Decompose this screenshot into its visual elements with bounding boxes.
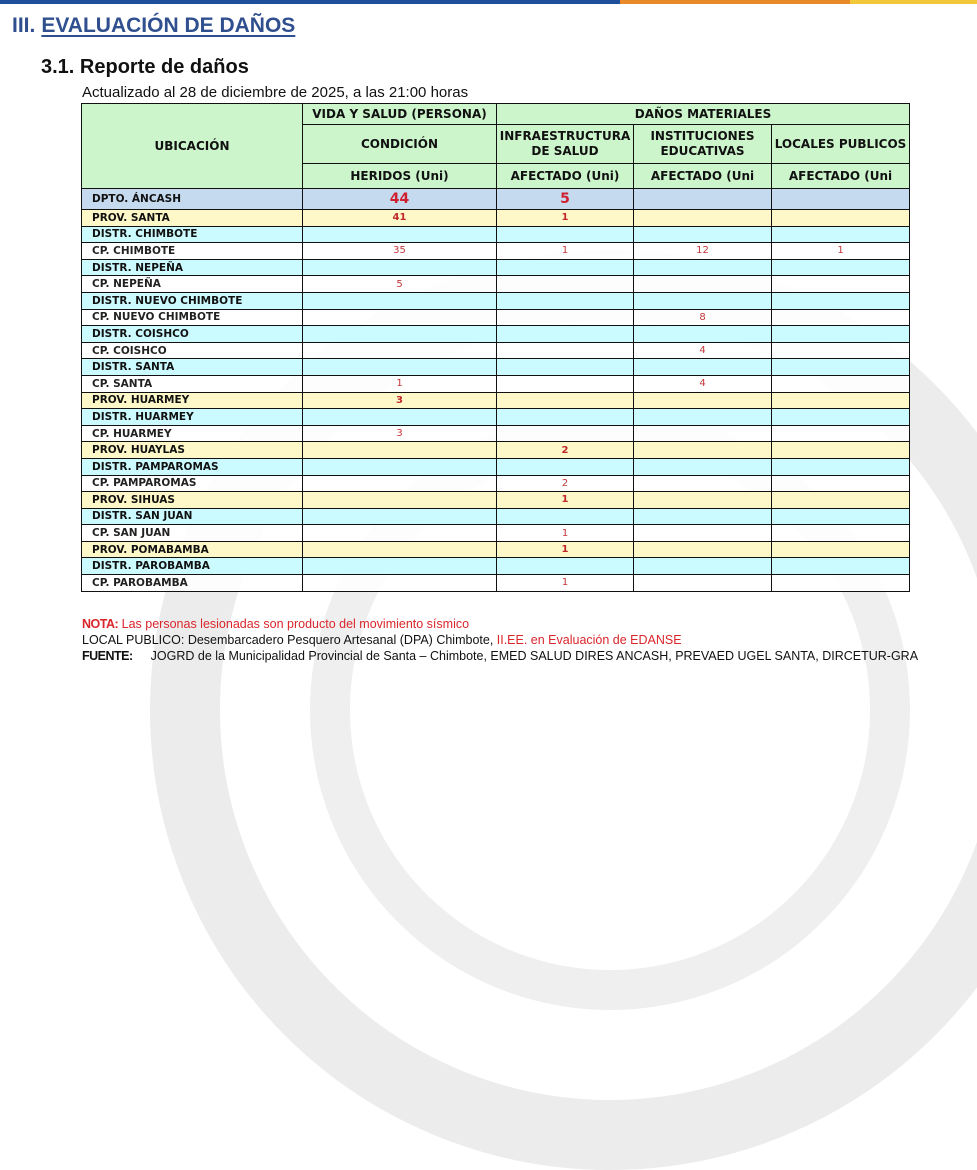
locales-publicos-cell [772,392,910,409]
inst-educativas-cell [634,425,772,442]
section-title: EVALUACIÓN DE DAÑOS [41,14,296,37]
heridos-cell [303,541,497,558]
locales-publicos-cell [772,475,910,492]
location-cell: CP. NUEVO CHIMBOTE [82,309,303,326]
table-row [82,243,910,260]
location-cell: DISTR. NUEVO CHIMBOTE [82,292,303,309]
infra-salud-cell [497,342,634,359]
footnotes [82,616,918,664]
nota-line [82,616,918,632]
infra-salud-cell: 1 [497,492,634,509]
heridos-cell [303,226,497,243]
heridos-cell: 41 [303,210,497,227]
location-cell: DISTR. COISHCO [82,326,303,343]
inst-educativas-cell [634,259,772,276]
infra-salud-cell: 1 [497,575,634,592]
section-heading [12,14,295,38]
table-row [82,409,910,426]
locales-publicos-cell [772,210,910,227]
table-row [82,458,910,475]
heridos-cell [303,342,497,359]
heridos-cell [303,409,497,426]
inst-educativas-cell: 12 [634,243,772,260]
infra-salud-cell [497,558,634,575]
location-cell: DPTO. ÁNCASH [82,189,303,210]
heridos-cell: 1 [303,375,497,392]
header-vida-salud: VIDA Y SALUD (PERSONA) [303,104,497,125]
location-cell: DISTR. SANTA [82,359,303,376]
subsection-title: 3.1. Reporte de daños [41,56,249,78]
locales-publicos-cell [772,226,910,243]
location-cell: CP. SANTA [82,375,303,392]
heridos-cell [303,442,497,459]
heridos-cell [303,492,497,509]
heridos-cell: 3 [303,392,497,409]
fuente-label: FUENTE: [82,649,133,663]
infra-salud-cell [497,226,634,243]
locales-publicos-cell [772,359,910,376]
locales-publicos-cell [772,575,910,592]
iiee-text: II.EE. en Evaluación de EDANSE [496,633,682,647]
table-row [82,210,910,227]
table-row [82,259,910,276]
heridos-cell: 5 [303,276,497,293]
nota-text: Las personas lesionadas son producto del movimiento sísmico [121,617,470,631]
locales-publicos-cell [772,309,910,326]
inst-educativas-cell: 8 [634,309,772,326]
local-publico-line [82,632,918,648]
header-danos-materiales: DAÑOS MATERIALES [497,104,910,125]
location-cell: CP. PAROBAMBA [82,575,303,592]
locales-publicos-cell [772,276,910,293]
infra-salud-cell [497,259,634,276]
table-row [82,541,910,558]
table-row [82,425,910,442]
table-row [82,392,910,409]
heridos-cell [303,309,497,326]
inst-educativas-cell [634,359,772,376]
table-row [82,226,910,243]
locales-publicos-cell [772,525,910,542]
table-row [82,508,910,525]
location-cell: DISTR. SAN JUAN [82,508,303,525]
heridos-cell [303,525,497,542]
table-row [82,525,910,542]
infra-salud-cell: 5 [497,189,634,210]
location-cell: PROV. SIHUAS [82,492,303,509]
locales-publicos-cell [772,375,910,392]
inst-educativas-cell [634,541,772,558]
header-heridos: HERIDOS (Uni) [303,164,497,189]
infra-salud-cell: 1 [497,525,634,542]
inst-educativas-cell [634,210,772,227]
table-row [82,442,910,459]
infra-salud-cell [497,458,634,475]
accent-bar-yellow [850,0,977,4]
header-afectado-inst: AFECTADO (Uni [634,164,772,189]
table-row [82,475,910,492]
infra-salud-cell [497,375,634,392]
heridos-cell [303,558,497,575]
location-cell: DISTR. PAMPAROMAS [82,458,303,475]
locales-publicos-cell: 1 [772,243,910,260]
inst-educativas-cell [634,326,772,343]
infra-salud-cell [497,276,634,293]
nota-label: NOTA: [82,617,119,631]
infra-salud-cell [497,292,634,309]
locales-publicos-cell [772,259,910,276]
inst-educativas-cell [634,525,772,542]
table-row [82,292,910,309]
location-cell: CP. CHIMBOTE [82,243,303,260]
infra-salud-cell: 2 [497,442,634,459]
location-cell: CP. COISHCO [82,342,303,359]
inst-educativas-cell [634,292,772,309]
fuente-text: JOGRD de la Municipalidad Provincial de Santa – Chimbote, EMED SALUD DIRES ANCASH, PREVAED UGEL SANTA, DIRCETUR-GRA [150,649,919,663]
infra-salud-cell [497,508,634,525]
table-row [82,492,910,509]
updated-timestamp: Actualizado al 28 de diciembre de 2025, a las 21:00 horas [82,84,469,101]
locales-publicos-cell [772,326,910,343]
fuente-line [82,648,918,664]
location-cell: DISTR. HUARMEY [82,409,303,426]
infra-salud-cell [497,392,634,409]
location-cell: CP. PAMPAROMAS [82,475,303,492]
inst-educativas-cell [634,189,772,210]
header-infraestructura-salud: INFRAESTRUCTURA DE SALUD [497,125,634,164]
location-cell: DISTR. CHIMBOTE [82,226,303,243]
header-afectado-infra: AFECTADO (Uni) [497,164,634,189]
table-row [82,575,910,592]
table-row [82,326,910,343]
location-cell: PROV. HUAYLAS [82,442,303,459]
inst-educativas-cell [634,442,772,459]
heridos-cell [303,259,497,276]
heridos-cell: 44 [303,189,497,210]
header-locales-publicos: LOCALES PUBLICOS [772,125,910,164]
header-afectado-locales: AFECTADO (Uni [772,164,910,189]
heridos-cell: 35 [303,243,497,260]
locales-publicos-cell [772,292,910,309]
inst-educativas-cell [634,492,772,509]
infra-salud-cell: 2 [497,475,634,492]
location-cell: DISTR. PAROBAMBA [82,558,303,575]
table-row [82,342,910,359]
inst-educativas-cell [634,276,772,293]
infra-salud-cell: 1 [497,210,634,227]
locales-publicos-cell [772,558,910,575]
locales-publicos-cell [772,425,910,442]
accent-bar-orange [620,0,850,4]
table-row [82,375,910,392]
locales-publicos-cell [772,508,910,525]
location-cell: CP. SAN JUAN [82,525,303,542]
location-cell: PROV. SANTA [82,210,303,227]
inst-educativas-cell [634,575,772,592]
inst-educativas-cell [634,458,772,475]
heridos-cell [303,475,497,492]
table-row [82,189,910,210]
header-instituciones-educativas: INSTITUCIONES EDUCATIVAS [634,125,772,164]
inst-educativas-cell: 4 [634,375,772,392]
table-row [82,558,910,575]
heridos-cell [303,458,497,475]
infra-salud-cell: 1 [497,541,634,558]
heridos-cell [303,575,497,592]
inst-educativas-cell [634,475,772,492]
local-publico-text: LOCAL PUBLICO: Desembarcadero Pesquero Artesanal (DPA) Chimbote, [82,633,497,647]
inst-educativas-cell [634,409,772,426]
locales-publicos-cell [772,409,910,426]
location-cell: PROV. POMABAMBA [82,541,303,558]
locales-publicos-cell [772,442,910,459]
locales-publicos-cell [772,541,910,558]
damage-report-table [81,103,910,592]
inst-educativas-cell [634,508,772,525]
heridos-cell [303,359,497,376]
locales-publicos-cell [772,189,910,210]
inst-educativas-cell: 4 [634,342,772,359]
inst-educativas-cell [634,558,772,575]
accent-bar-blue [0,0,620,4]
locales-publicos-cell [772,458,910,475]
infra-salud-cell [497,309,634,326]
heridos-cell [303,508,497,525]
infra-salud-cell [497,326,634,343]
top-accent-bar [0,0,977,4]
locales-publicos-cell [772,492,910,509]
table-row [82,276,910,293]
header-condicion: CONDICIÓN [303,125,497,164]
header-ubicacion: UBICACIÓN [82,104,303,189]
table-row [82,359,910,376]
location-cell: DISTR. NEPEÑA [82,259,303,276]
heridos-cell: 3 [303,425,497,442]
inst-educativas-cell [634,226,772,243]
infra-salud-cell: 1 [497,243,634,260]
location-cell: CP. HUARMEY [82,425,303,442]
heridos-cell [303,326,497,343]
infra-salud-cell [497,359,634,376]
location-cell: CP. NEPEÑA [82,276,303,293]
section-number: III. [12,14,36,37]
location-cell: PROV. HUARMEY [82,392,303,409]
heridos-cell [303,292,497,309]
infra-salud-cell [497,425,634,442]
locales-publicos-cell [772,342,910,359]
infra-salud-cell [497,409,634,426]
inst-educativas-cell [634,392,772,409]
table-row [82,309,910,326]
